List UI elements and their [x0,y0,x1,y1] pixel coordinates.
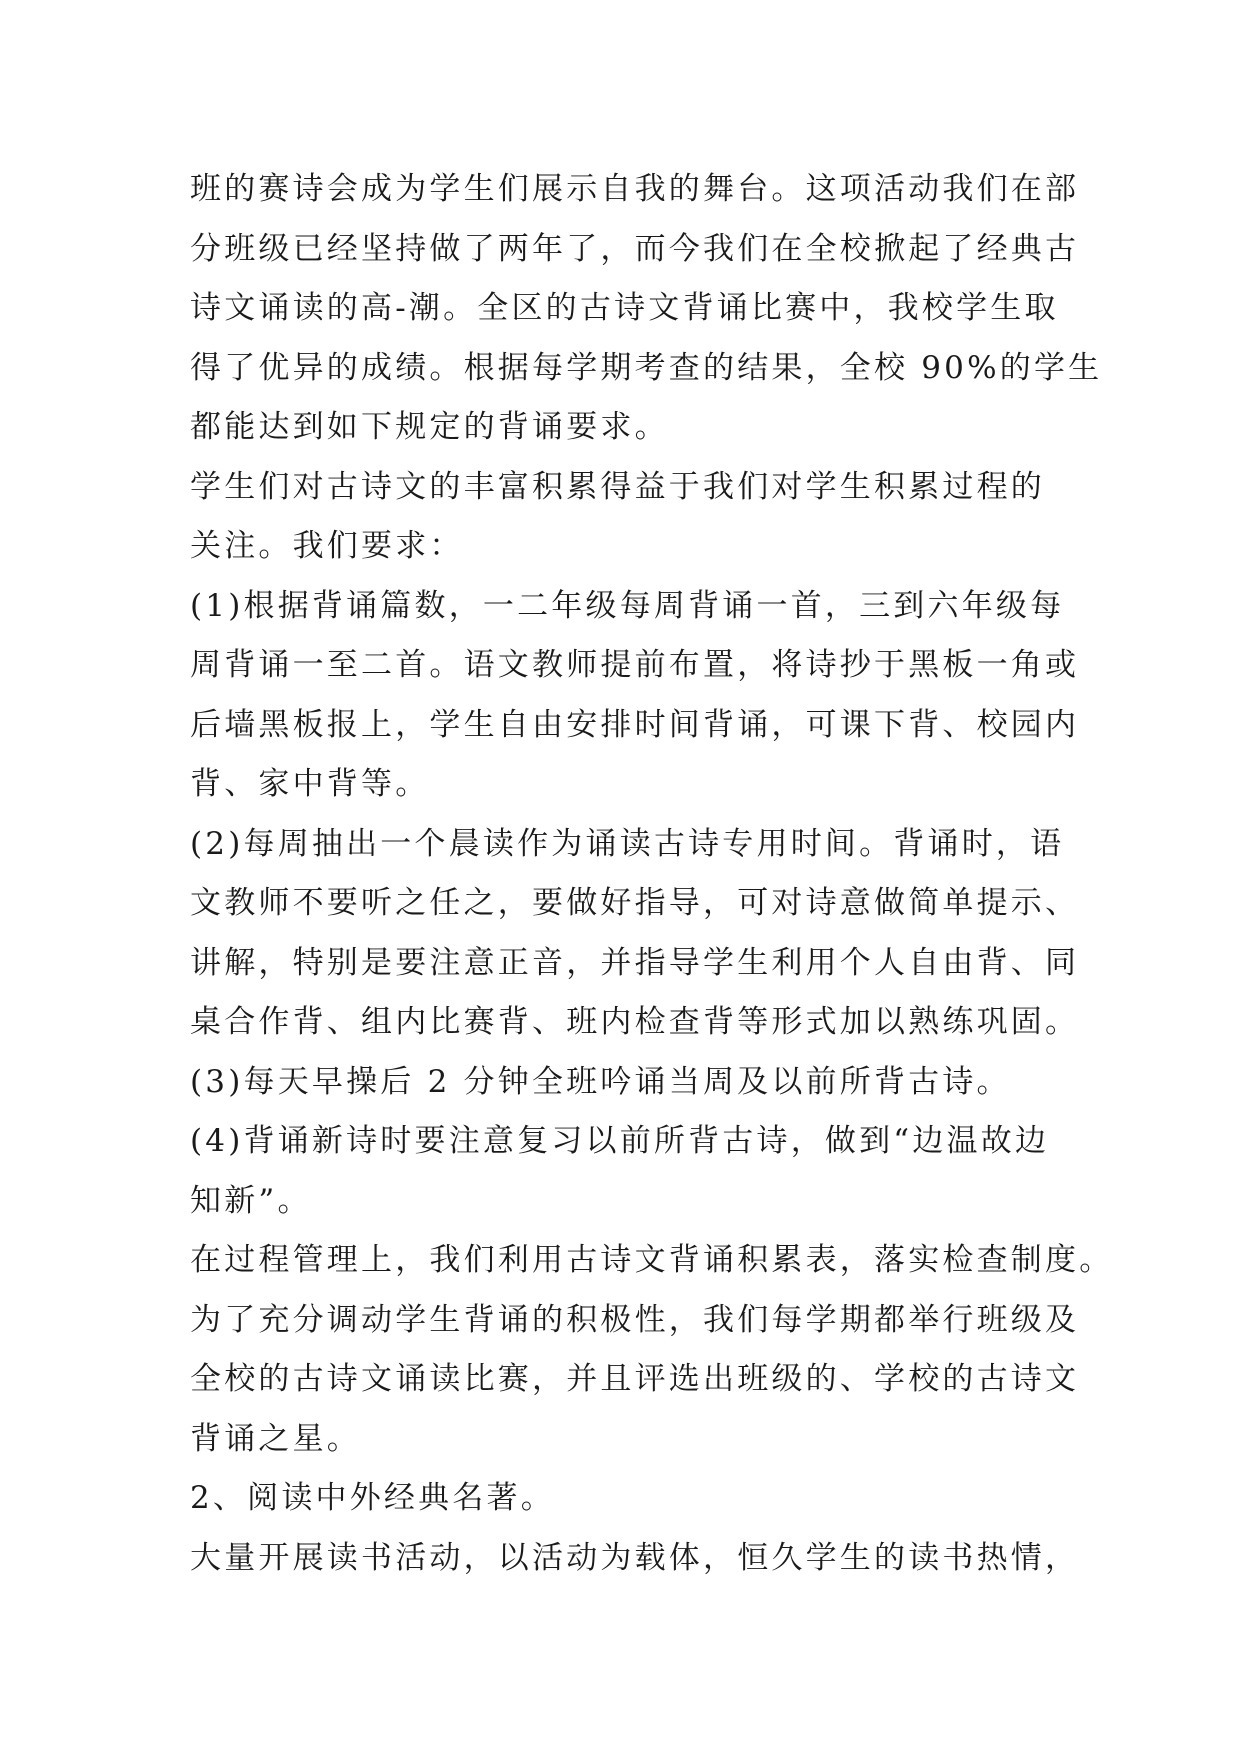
text-line: (1)根据背诵篇数，一二年级每周背诵一首，三到六年级每 [190,587,1065,624]
text-line: (4)背诵新诗时要注意复习以前所背古诗，做到“边温故边 [190,1123,1050,1159]
text-line: 关注。我们要求： [190,528,464,564]
text-line: 分班级已经坚持做了两年了，而今我们在全校掀起了经典古 [190,230,1080,267]
text-line: 周背诵一至二首。语文教师提前布置，将诗抄于黑板一角或 [190,647,1080,683]
body-text [190,160,1114,1588]
text-line: 班的赛诗会成为学生们展示自我的舞台。这项活动我们在部 [190,171,1080,207]
text-line: 桌合作背、组内比赛背、班内检查背等形式加以熟练巩固。 [190,1004,1080,1040]
text-line: 诗文诵读的高-潮。全区的古诗文背诵比赛中，我校学生取 [190,290,1059,326]
text-line: 后墙黑板报上，学生自由安排时间背诵，可课下背、校园内 [190,706,1080,743]
text-line: 知新”。 [190,1182,312,1219]
text-line: 学生们对古诗文的丰富积累得益于我们对学生积累过程的 [190,468,1045,505]
text-line: 为了充分调动学生背诵的积极性，我们每学期都举行班级及 [190,1301,1080,1338]
text-line: 都能达到如下规定的背诵要求。 [190,409,669,445]
text-line: 得了优异的成绩。根据每学期考查的结果，全校 90%的学生 [190,349,1103,386]
text-line: 2、阅读中外经典名著。 [190,1480,555,1516]
text-line: 背诵之星。 [190,1420,361,1457]
text-line: 文教师不要听之任之，要做好指导，可对诗意做简单提示、 [190,885,1080,921]
text-line: 讲解，特别是要注意正音，并指导学生利用个人自由背、同 [190,944,1080,981]
text-line: (2)每周抽出一个晨读作为诵读古诗专用时间。背诵时，语 [190,825,1065,862]
text-line: 背、家中背等。 [190,766,430,802]
text-line: 在过程管理上，我们利用古诗文背诵积累表，落实检查制度。 [190,1242,1114,1278]
text-line: 大量开展读书活动，以活动为载体，恒久学生的读书热情， [190,1539,1080,1576]
text-line: 全校的古诗文诵读比赛，并且评选出班级的、学校的古诗文 [190,1361,1080,1397]
text-line: (3)每天早操后 2 分钟全班吟诵当周及以前所背古诗。 [190,1063,1011,1100]
